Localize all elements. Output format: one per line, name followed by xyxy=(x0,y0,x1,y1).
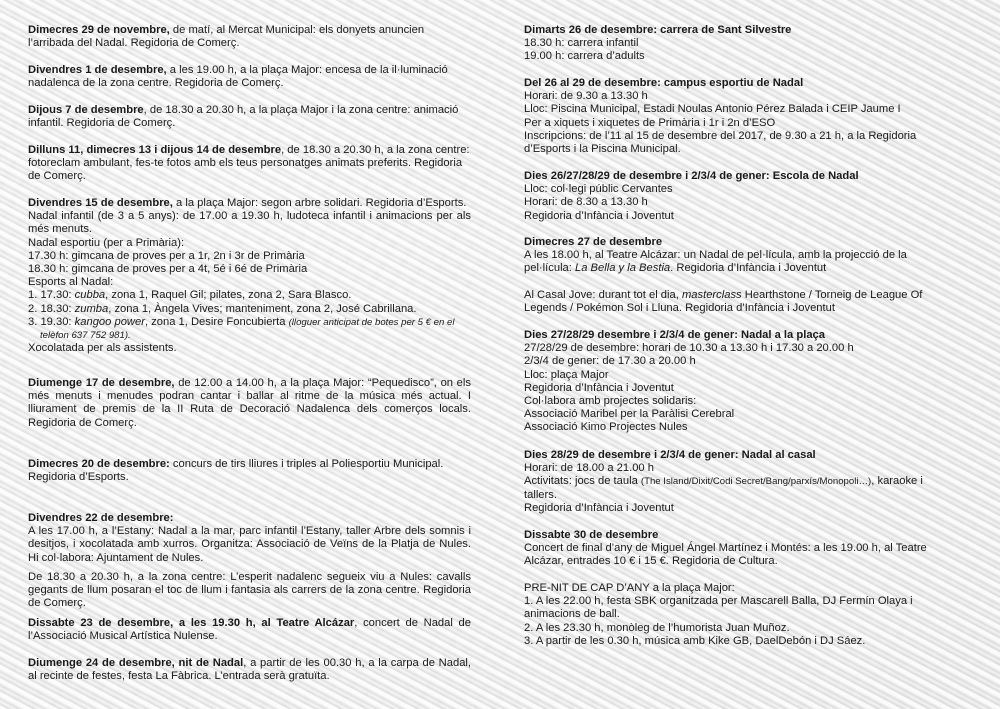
event-date: Divendres 15 de desembre, xyxy=(28,197,173,209)
event-dec-15 xyxy=(28,197,471,377)
event-line: Inscripcions: de l’11 al 15 de desembre del 2017, de 9.30 a 21 h, a la Regidoria d’Esports i la Piscina Municipal. xyxy=(524,129,917,156)
event-dec-23 xyxy=(28,617,471,657)
event-line: Regidoria d’Infància i Joventut xyxy=(524,381,674,394)
event-line: Regidoria d’Infància i Joventut xyxy=(524,209,674,222)
event-description: , concert de Nadal de l’Associació Musical Artística Nulense. xyxy=(28,617,471,643)
event-line: Al Casal Jove: durant tot el dia, masterclass Hearthstone / Torneig de League Of Legends / Pokémon Sol i Lluna. Regidoria d’Infància i Joventut xyxy=(524,288,923,314)
event-line: 19.00 h: carrera d’adults xyxy=(524,50,645,63)
sport-item-2: 2. 18.30: zumba, zona 1, Àngela Vives; manteniment, zona 2, José Cabrillana. xyxy=(28,302,417,315)
event-title: Dies 28/29 de desembre i 2/3/4 de gener: Nadal al casal xyxy=(524,449,816,461)
event-line: 27/28/29 de desembre: horari de 10.30 a 13.30 h i 17.30 a 20.00 h xyxy=(524,342,854,355)
event-line: 18.30 h: carrera infantil xyxy=(524,37,639,50)
event-line: Horari: de 9.30 a 13.30 h xyxy=(524,90,648,103)
left-column xyxy=(28,24,471,683)
event-dec-1 xyxy=(28,64,471,104)
event-line: Horari: de 18.00 a 21.00 h xyxy=(524,462,654,475)
event-title: Dies 27/28/29 desembre i 2/3/4 de gener: Nadal a la plaça xyxy=(524,329,825,341)
event-dec-20 xyxy=(28,458,471,512)
event-description: , a partir de les 00.30 h, a la carpa de Nadal, al recinte de festes, festa La Fàbrica. L’entrada serà gratuïta. xyxy=(28,657,472,683)
event-date: Divendres 1 de desembre, xyxy=(28,64,167,76)
event-line: Lloc: plaça Major xyxy=(524,368,609,381)
event-dec-30 xyxy=(524,529,954,582)
event-title: Dimarts 26 de desembre: carrera de Sant Silvestre xyxy=(524,24,792,36)
xocolatada: Xocolatada per als assistents. xyxy=(28,342,177,355)
event-line: Lloc: col·legi públic Cervantes xyxy=(524,183,673,196)
event-line: Regidoria d’Infància i Joventut xyxy=(524,501,674,514)
event-nov-29 xyxy=(28,24,471,64)
event-dec-22 xyxy=(28,512,471,617)
event-title: Dies 26/27/28/29 de desembre i 2/3/4 de gener: Escola de Nadal xyxy=(524,170,859,182)
event-date: Diumenge 24 de desembre, nit de Nadal xyxy=(28,657,244,669)
event-title: Dimecres 27 de desembre xyxy=(524,236,663,248)
event-line: 1. A les 22.00 h, festa SBK organitzada per Mascarell Balla, DJ Fermín Olaya i animacions de ball. xyxy=(524,595,913,621)
event-nadal-placa xyxy=(524,329,954,449)
event-line: 2/3/4 de gener: de 17.30 a 20.00 h xyxy=(524,355,696,368)
event-line: A les 18.00 h, al Teatre Alcázar: un Nadal de pel·lícula, amb la projecció de la pel·lícula: La Bella y la Bestia. Regidoria d’Infància i Joventut xyxy=(524,249,907,275)
event-description: A les 17.00 h, a l’Estany: Nadal a la mar, parc infantil l’Estany, taller Arbre dels somnis i desitjos, i xocolatada amb xurros. Organitza: Associació de Veïns de la Platja de Nules. Hi col·labora: Ajuntament de Nules. xyxy=(28,525,471,564)
event-line: Activitats: jocs de taula (The Island/Dixit/Codi Secret/Bang/parxís/Monopoli…), karaoke i tallers. xyxy=(524,475,923,501)
event-description: a la plaça Major: segon arbre solidari. Regidoria d’Esports. xyxy=(172,197,467,209)
event-title: Del 26 al 29 de desembre: campus esportiu de Nadal xyxy=(524,77,804,89)
event-nadal-casal xyxy=(524,449,954,529)
sport-item-3: 3. 19.30: kangoo power, zona 1, Desire Foncubierta (lloguer anticipat de botes per 5 € en el telèfon 637 752 981). xyxy=(28,315,455,342)
event-line: Per a xiquets i xiquetes de Primària i 1r i 2n d’ESO xyxy=(524,116,776,129)
event-line: Horari: de 8.30 a 13.30 h xyxy=(524,196,648,209)
event-date: Dilluns 11, dimecres 13 i dijous 14 de desembre xyxy=(28,144,282,156)
event-line: 3. A partir de les 0.30 h, música amb Kike GB, DaelDebón i DJ Sáez. xyxy=(524,634,866,647)
event-title: Dissabte 30 de desembre xyxy=(524,529,659,541)
event-dec-11-13-14 xyxy=(28,144,471,197)
event-description: , de 18.30 a 20.30 h, a la plaça Major i la zona centre: animació infantil. Regidoria de Comerç. xyxy=(28,104,459,130)
event-line: 2. A les 23.30 h, monòleg de l’humorista Juan Muñoz. xyxy=(524,621,790,634)
event-date: Dijous 7 de desembre xyxy=(28,104,144,116)
event-description: De 18.30 a 20.30 h, a la zona centre: L’esperit nadalenc segueix viu a Nules: cavalls gegants de llum posaran el toc de llum i fantasia als carrers de la zona centre. Regidoria de Comerç. xyxy=(28,570,471,610)
gimcana-1: 17.30 h: gimcana de proves per a 1r, 2n i 3r de Primària xyxy=(28,249,305,262)
right-column xyxy=(524,24,954,648)
event-dec-7 xyxy=(28,104,471,144)
event-description: , de 18.30 a 20.30 h, a la zona centre: fotoreclam ambulant, fes-te fotos amb els teus personatges animats preferits. Regidoria de Comerç. xyxy=(28,144,470,183)
event-date: Divendres 22 de desembre: xyxy=(28,512,174,524)
event-sant-silvestre xyxy=(524,24,954,77)
event-escola-nadal xyxy=(524,170,954,236)
event-description: a les 19.00 h, a la plaça Major: encesa de la il·luminació nadalenca de la zona centre. Regidoria de Comerç. xyxy=(28,64,448,90)
sport-item-1: 1. 17.30: cubba, zona 1, Raquel Gil; pilates, zona 2, Sara Blasco. xyxy=(28,289,352,302)
event-dec-27 xyxy=(524,236,954,329)
event-description: de 12.00 a 14.00 h, a la plaça Major: “Pequedisco”, on els més menuts i menudes podran cantar i ballar al ritme de la música més actual. I lliurament de premis de la II Ruta de Decoració Nadalenca dels comerços locals. Regidoria de Comerç. xyxy=(28,377,471,429)
event-description: concurs de tirs lliures i triples al Poliesportiu Municipal. Regidoria d’Esports. xyxy=(28,458,444,484)
event-campus-esportiu xyxy=(524,77,954,170)
event-line: Associació Maribel per la Paràlisi Cerebral xyxy=(524,408,735,421)
esports-title: Esports al Nadal: xyxy=(28,276,114,289)
event-date: Dissabte 23 de desembre, a les 19.30 h, al Teatre Alcázar xyxy=(28,617,355,629)
event-description: de matí, al Mercat Municipal: els donyets anuncien l’arribada del Nadal. Regidoria de Comerç. xyxy=(28,24,425,50)
event-line: Lloc: Piscina Municipal, Estadi Noulas Antonio Pérez Balada i CEIP Jaume I xyxy=(524,103,901,116)
nadal-esportiu: Nadal esportiu (per a Primària): xyxy=(28,236,185,249)
event-line: Associació Kimo Projectes Nules xyxy=(524,421,688,434)
event-line: Concert de final d’any de Miguel Ángel Martínez i Montés: a les 19.00 h, al Teatre Alcázar, entrades 10 € i 15 €. Regidoria de Cultura. xyxy=(524,542,927,568)
gimcana-2: 18.30 h: gimcana de proves per a 4t, 5é i 6é de Primària xyxy=(28,263,308,276)
event-title: PRE-NIT DE CAP D’ANY a la plaça Major: xyxy=(524,582,735,594)
event-pre-nit-cap-any xyxy=(524,582,954,648)
event-dec-17 xyxy=(28,377,471,458)
event-dec-24 xyxy=(28,657,471,683)
event-date: Dimecres 20 de desembre: xyxy=(28,458,170,470)
event-date: Dimecres 29 de novembre, xyxy=(28,24,170,36)
nadal-infantil: Nadal infantil (de 3 a 5 anys): de 17.00 a 19.30 h, ludoteca infantil i animacions per als més menuts. xyxy=(28,210,471,236)
event-date: Diumenge 17 de desembre, xyxy=(28,377,175,389)
event-line: Col·labora amb projectes solidaris: xyxy=(524,395,697,408)
